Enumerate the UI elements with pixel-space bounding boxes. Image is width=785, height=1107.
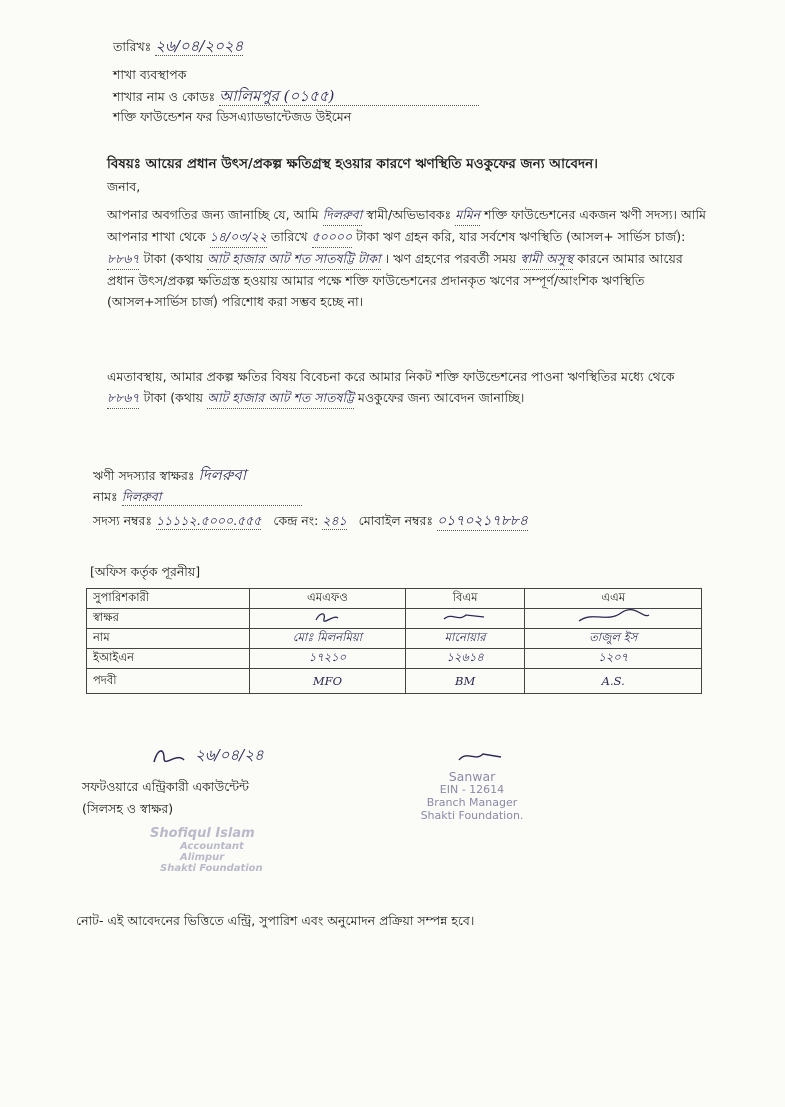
member-number: ১১১১২.৫০০০.৫৫৫ [156,513,262,528]
date-value: ২৬/০৪/২০২৪ [155,37,244,55]
accountant-stamp: Shofiqul Islam Accountant Alimpur Shakti Foundation [150,826,263,874]
member-name-filled: দিলরুবা [323,204,363,226]
table-header: এমএফও [250,589,406,609]
office-heading: [অফিস কর্তৃক পূরনীয়] [90,564,201,579]
org-name: শক্তি ফাউন্ডেশন ফর ডিসএ্যাডভান্টেজড উইমেন [113,109,352,124]
table-header-row [87,589,702,609]
signature-mark [573,609,653,625]
am-signature [525,609,702,629]
signature-mark [440,610,490,624]
paragraph-1: আপনার অবগতির জন্য জানাচ্ছি যে, আমি দিলরুবা স্বামী/অভিভাবকঃ মমিন শক্তি ফাউন্ডেশনের একজন ঋণী সদস্য। আমি আপনার শাখা থেকে ১৪/০৩/২২ তারিখে ৫০০০০ টাকা ঋণ গ্রহন করি, যার সর্বশেষ ঋণস্থিতি (আসল+ সার্ভিস চার্জ): ৮৮৬৭ টাকা (কথায় আট হাজার আট শত সাতষট্টি টাকা । ঋণ গ্রহণের পরবর্তী সময় স্বামী অসুস্থ কারনে আমার আয়ের প্রধান উৎস/প্রকল্প ক্ষতিগ্রস্ত হওয়ায় আমার পক্ষে শক্তি ফাউন্ডেশনের প্রদানকৃত ঋণের সম্পূর্ণ/আংশিক ঋণস্থিতি (আসল+সার্ভিস চার্জ) পরিশোধ করা সম্ভব হচ্ছে না। [107,204,707,312]
date-label: তারিখঃ [113,39,152,54]
loan-date-filled: ১৪/০৩/২২ [210,226,267,248]
mfo-signature [250,609,406,629]
table-header: সুপারিশকারী [87,589,250,609]
table-row [87,629,702,649]
row-label: স্বাক্ষর [87,609,250,629]
accountant-signature-mark [150,746,190,766]
guardian-filled: মমিন [455,204,480,226]
balance-filled: ৮৮৬৭ [107,248,139,270]
member-signature-line: ঋণী সদস্যার স্বাক্ষরঃ দিলরুবা [93,466,247,484]
table-cell: মোঃ মিলনমিয়া [250,629,406,649]
table-row [87,609,702,629]
member-name-line: নামঃ দিলরুবা [93,488,302,506]
bm-stamp: Sanwar EIN - 12614 Branch Manager Shakti Foundation. [420,769,524,822]
branch-label: শাখার নাম ও কোডঃ [113,89,216,104]
table-cell: MFO [250,669,406,694]
date-line [113,38,243,56]
salutation: জনাব, [107,179,141,194]
recommendation-table [86,588,702,694]
table-cell: ১৭২১০ [250,649,406,669]
accountant-date: ২৬/০৪/২৪ [195,746,264,764]
row-label: পদবী [87,669,250,694]
loan-amount-filled: ৫০০০০ [312,226,353,248]
signature-mark [312,610,342,624]
row-label: ইআইএন [87,649,250,669]
table-cell: তাজুল ইস [525,629,702,649]
table-cell: মানোয়ার [405,629,525,649]
member-numbers-line: সদস্য নম্বরঃ ১১১১২.৫০০০.৫৫৫ কেন্দ্র নং: ২৪১ মোবাইল নম্বরঃ ০১৭০২১৭৮৮৪ [93,513,528,529]
bm-signature [405,609,525,629]
mobile-number: ০১৭০২১৭৮৮৪ [437,513,528,529]
table-cell: A.S. [525,669,702,694]
recipient: শাখা ব্যবস্থাপক [113,67,187,82]
table-row [87,649,702,669]
paragraph-2: এমতাবস্থায়, আমার প্রকল্প ক্ষতির বিষয় বিবেচনা করে আমার নিকট শক্তি ফাউন্ডেশনের পাওনা ঋণস্থিতির মধ্যে থেকে ৮৮৬৭ টাকা (কথায় আট হাজার আট শত সাতষট্টি মওকুফের জন্য আবেদন জানাচ্ছি। [107,366,707,409]
table-header: এএম [525,589,702,609]
accountant-title: সফটওয়ারে এন্ট্রিকারী একাউন্টেন্ট [82,779,249,794]
table-cell: ১২০৭ [525,649,702,669]
balance-words-filled: আট হাজার আট শত সাতষট্টি টাকা [207,248,381,270]
row-label: নাম [87,629,250,649]
member-name: দিলরুবা [122,488,302,506]
branch-value: আলিমপুর (০১৫৫) [219,88,479,106]
subject: বিষয়ঃ আয়ের প্রধান উৎস/প্রকল্প ক্ষতিগ্রস্থ হওয়ার কারণে ঋণস্থিতি মওকুফের জন্য আবেদন। [107,156,598,172]
table-row [87,669,702,694]
table-cell: ১২৬১৪ [405,649,525,669]
branch-line [113,88,479,106]
accountant-signature-line [150,744,264,769]
waive-words-filled: আট হাজার আট শত সাতষট্টি [207,387,354,409]
member-signature: দিলরুবা [198,466,247,484]
table-header: বিএম [405,589,525,609]
table-cell: BM [405,669,525,694]
footer-note: নোট- এই আবেদনের ভিত্তিতে এন্ট্রি, সুপারিশ এবং অনুমোদন প্রক্রিয়া সম্পন্ন হবে। [76,913,475,928]
accountant-sub: (সিলসহ ও স্বাক্ষর) [82,801,174,816]
center-number: ২৪১ [322,513,347,528]
waive-amount-filled: ৮৮৬৭ [107,387,139,409]
cause-filled: স্বামী অসুস্থ [520,248,573,270]
